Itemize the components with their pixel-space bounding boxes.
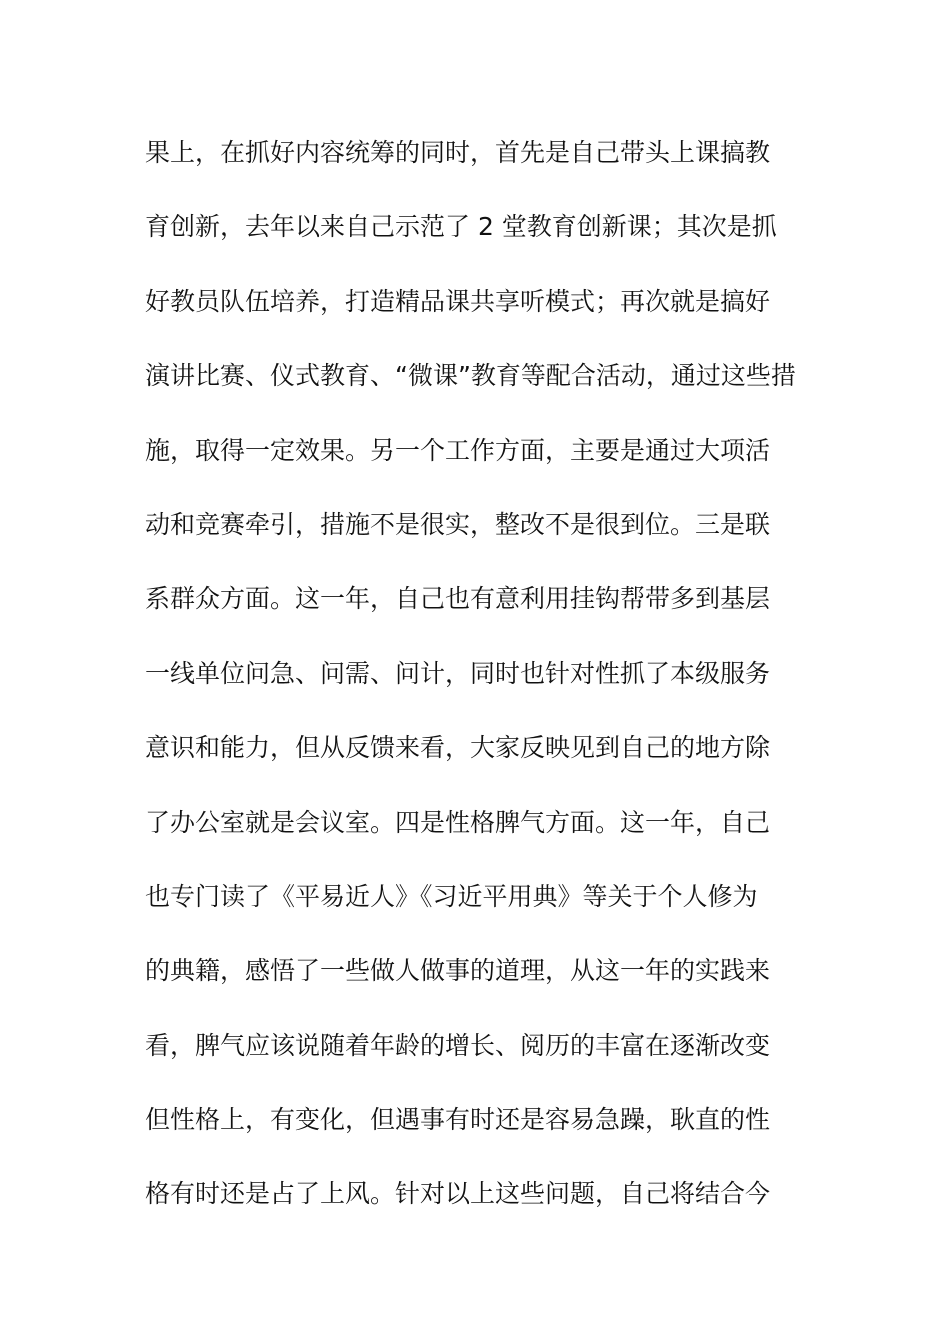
text-line: 系群众方面。这一年，自己也有意利用挂钩帮带多到基层 — [145, 584, 771, 614]
text-line: 果上，在抓好内容统筹的同时，首先是自己带头上课搞教 — [145, 138, 771, 167]
text-line: 育创新，去年以来自己示范了 2 堂教育创新课；其次是抓 — [145, 212, 777, 242]
text-line: 格有时还是占了上风。针对以上这些问题，自己将结合今 — [145, 1179, 771, 1209]
text-line: 也专门读了《平易近人》《习近平用典》等关于个人修为 — [145, 881, 758, 911]
text-line: 但性格上，有变化，但遇事有时还是容易急躁，耿直的性 — [145, 1105, 771, 1135]
text-line: 施，取得一定效果。另一个工作方面，主要是通过大项活 — [145, 435, 771, 465]
text-line: 看，脾气应该说随着年龄的增长、阅历的丰富在逐渐改变 — [145, 1030, 771, 1060]
text-line: 意识和能力，但从反馈来看，大家反映见到自己的地方除 — [145, 733, 771, 763]
text-line: 的典籍，感悟了一些做人做事的道理，从这一年的实践来 — [145, 956, 771, 986]
text-line: 好教员队伍培养，打造精品课共享听模式；再次就是搞好 — [145, 286, 771, 316]
text-line: 演讲比赛、仪式教育、“微课”教育等配合活动，通过这些措 — [145, 361, 796, 391]
text-line: 了办公室就是会议室。四是性格脾气方面。这一年，自己 — [145, 807, 771, 837]
text-line: 动和竞赛牵引，措施不是很实，整改不是很到位。三是联 — [145, 509, 771, 539]
body-text — [145, 128, 825, 1244]
text-line: 一线单位问急、问需、问计，同时也针对性抓了本级服务 — [145, 658, 771, 688]
